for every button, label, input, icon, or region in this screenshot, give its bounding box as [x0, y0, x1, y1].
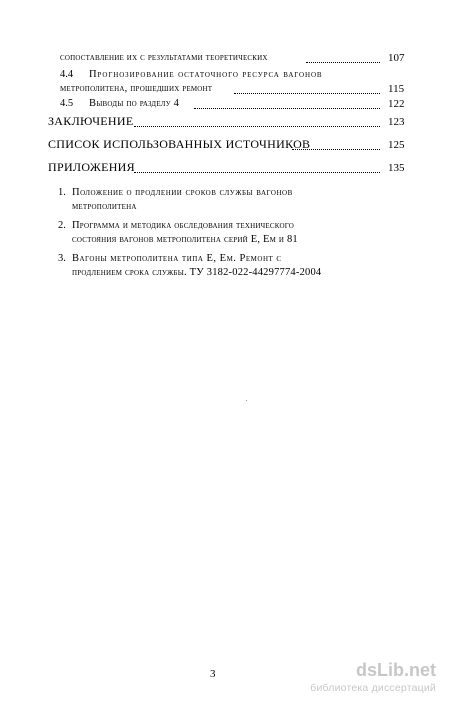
page-number: 3	[210, 668, 216, 680]
appendix-text: продлением срока службы. ТУ 3182-022-44297774-2004	[72, 267, 322, 278]
appendix-text: состояния вагонов метрополитена серий Е, Ем и 81	[72, 234, 298, 245]
toc-section-number: 4.5	[60, 98, 74, 109]
toc-entry-text: СПИСОК ИСПОЛЬЗОВАННЫХ ИСТОЧНИКОВ	[48, 137, 311, 151]
toc-entry-text: метрополитена, прошедших ремонт	[60, 83, 213, 94]
watermark-tagline: библиотека диссертаций	[310, 682, 436, 694]
toc-entry-text: Выводы по разделу 4	[89, 98, 180, 109]
toc-leader	[134, 172, 380, 173]
appendix-text: метрополитена	[72, 201, 137, 212]
watermark-logo: dsLib.net	[356, 660, 436, 680]
toc-leader	[234, 93, 380, 94]
watermark	[292, 660, 442, 700]
toc-page-number: 123	[388, 116, 405, 128]
toc-entry-text: Прогнозирование остаточного ресурса вагонов	[89, 69, 323, 80]
toc-entry-text: ПРИЛОЖЕНИЯ	[48, 160, 135, 174]
toc-page-number: 125	[388, 139, 405, 151]
toc-leader	[134, 126, 380, 127]
toc-section-number: 4.4	[60, 69, 74, 80]
toc-page-number: 107	[388, 52, 405, 64]
scan-speck	[246, 400, 247, 401]
toc-leader	[306, 62, 380, 63]
toc-leader	[292, 149, 380, 150]
toc-entry-text: сопоставление их с результатами теоретических	[60, 52, 268, 63]
appendix-number: 2.	[58, 220, 66, 231]
appendix-text: Положение о продлении сроков службы вагонов	[72, 187, 293, 198]
appendix-text: Вагоны метрополитена типа Е, Ем. Ремонт с	[72, 253, 282, 264]
appendix-number: 1.	[58, 187, 66, 198]
toc-leader	[194, 108, 380, 109]
toc-page-number: 115	[388, 83, 405, 95]
toc-page-number: 135	[388, 162, 405, 174]
toc-entry-text: ЗАКЛЮЧЕНИЕ	[48, 114, 134, 128]
toc-page-number: 122	[388, 98, 405, 110]
appendix-text: Программа и методика обследования технического	[72, 220, 295, 231]
appendix-number: 3.	[58, 253, 66, 264]
